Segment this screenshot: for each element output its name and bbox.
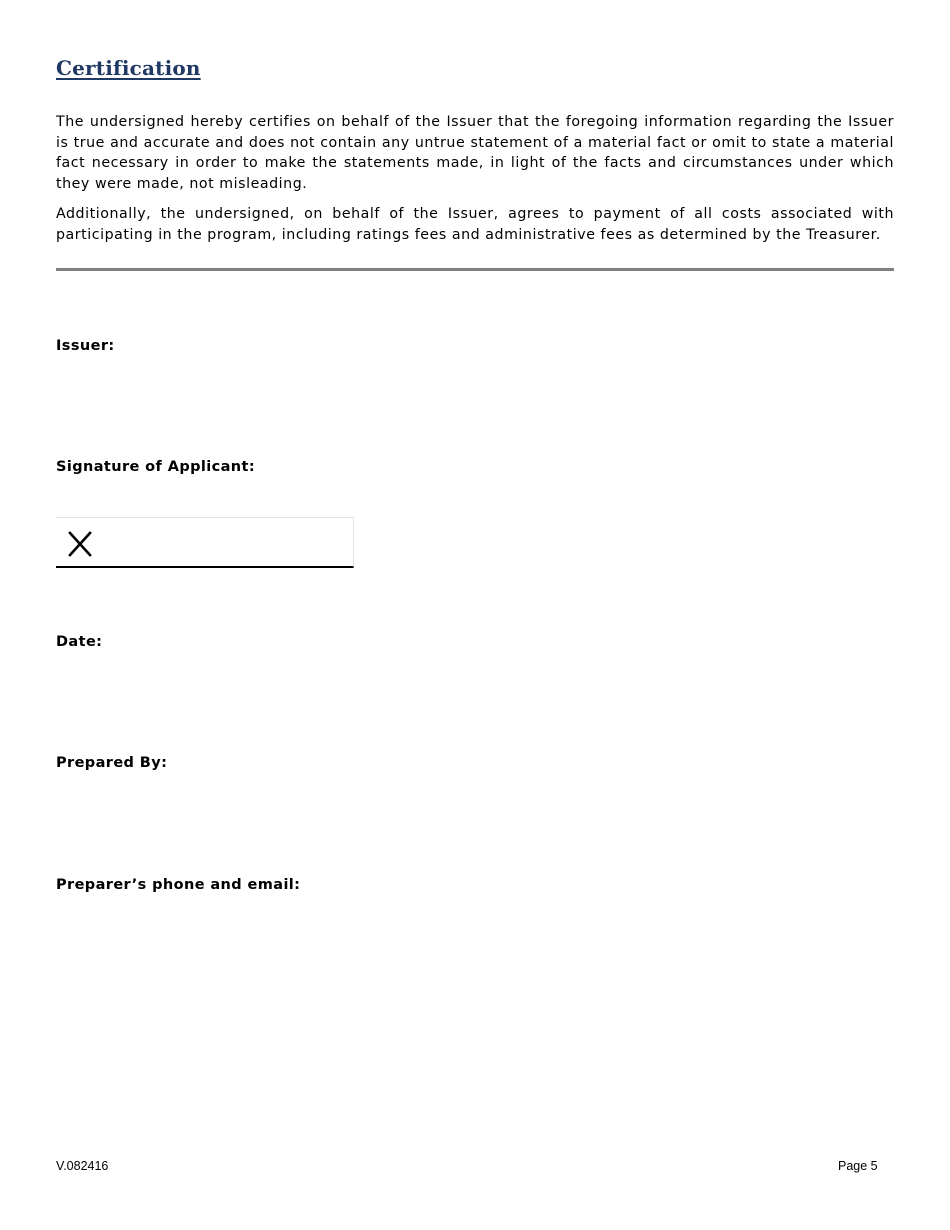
page-title: Certification [56,56,201,80]
prepared-by-label: Prepared By: [56,755,168,771]
version-number: V.082416 [56,1159,109,1173]
preparer-contact-label: Preparer’s phone and email: [56,877,301,893]
x-mark-icon [66,528,96,558]
page-number: Page 5 [838,1159,878,1173]
certification-paragraph: The undersigned hereby certifies on behalf of the Issuer that the foregoing information regarding the Issuer is true and accurate and does not contain any untrue statement of a material fact or omit to state a material fact necessary in order to make the statements made, in light of the facts and circumstances under which they were made, not misleading. [56,114,894,192]
section-divider [56,268,894,271]
signature-field[interactable] [56,517,354,568]
costs-paragraph: Additionally, the undersigned, on behalf of the Issuer, agrees to payment of all costs associated with participating in the program, including ratings fees and administrative fees as determined by the Treasurer. [56,206,894,243]
date-label: Date: [56,634,103,650]
signature-label: Signature of Applicant: [56,459,256,475]
issuer-label: Issuer: [56,338,115,354]
